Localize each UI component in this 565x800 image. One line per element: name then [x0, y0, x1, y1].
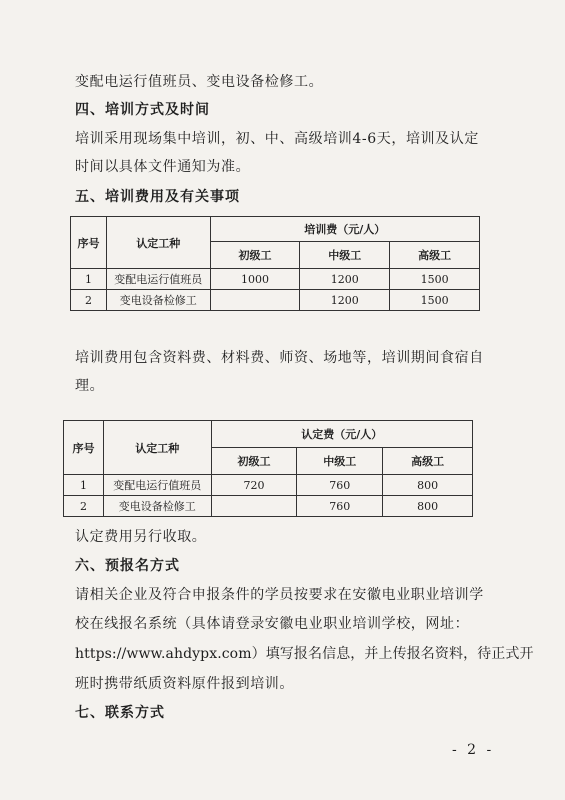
cell-seq: 1: [71, 269, 107, 290]
header-middle: 中级工: [297, 448, 383, 475]
fee-paragraph-line: 培训费用包含资料费、材料费、师资、场地等，培训期间食宿自: [75, 350, 484, 366]
header-type: 认定工种: [106, 217, 210, 269]
section-4-paragraph-line: 时间以具体文件通知为准。: [75, 159, 251, 175]
cell-type: 变电设备检修工: [106, 290, 210, 311]
text-line: 变配电运行值班员、变电设备检修工。: [75, 74, 324, 90]
header-seq: 序号: [64, 421, 104, 475]
fee-paragraph-line: 理。: [75, 378, 105, 394]
cell-junior: 720: [211, 475, 297, 496]
table-row: [64, 475, 473, 496]
header-fee: 培训费（元/人）: [210, 217, 479, 242]
cert-note: 认定费用另行收取。: [75, 529, 207, 545]
certification-fee-table: [63, 420, 473, 517]
header-seq: 序号: [71, 217, 107, 269]
section-7-heading: 七、联系方式: [75, 705, 165, 721]
cell-senior: 1500: [390, 269, 480, 290]
cell-type: 变配电运行值班员: [103, 475, 211, 496]
cell-middle: 1200: [300, 269, 390, 290]
cell-seq: 1: [64, 475, 104, 496]
section-6-paragraph-line: 校在线报名系统（具体请登录安徽电业职业培训学校，网址：: [75, 616, 470, 632]
cell-junior: [210, 290, 300, 311]
cell-middle: 1200: [300, 290, 390, 311]
cell-type: 变电设备检修工: [103, 496, 211, 517]
table-row: [71, 290, 480, 311]
cell-junior: [211, 496, 297, 517]
cell-senior: 800: [383, 496, 473, 517]
header-fee: 认定费（元/人）: [211, 421, 472, 448]
section-4-paragraph-line: 培训采用现场集中培训，初、中、高级培训4-6天，培训及认定: [75, 131, 479, 147]
section-5-heading: 五、培训费用及有关事项: [75, 189, 240, 205]
cell-middle: 760: [297, 475, 383, 496]
cell-junior: 1000: [210, 269, 300, 290]
header-middle: 中级工: [300, 242, 390, 269]
section-6-heading: 六、预报名方式: [75, 558, 180, 574]
header-junior: 初级工: [210, 242, 300, 269]
cell-middle: 760: [297, 496, 383, 517]
page-number: - 2 -: [452, 742, 495, 758]
header-senior: 高级工: [383, 448, 473, 475]
header-junior: 初级工: [211, 448, 297, 475]
section-4-heading: 四、培训方式及时间: [75, 102, 210, 118]
table-row: [64, 496, 473, 517]
section-6-paragraph-line: 班时携带纸质资料原件报到培训。: [75, 676, 294, 692]
cell-type: 变配电运行值班员: [106, 269, 210, 290]
section-6-paragraph-line: 请相关企业及符合申报条件的学员按要求在安徽电业职业培训学: [75, 587, 484, 603]
table-row: [71, 269, 480, 290]
cell-seq: 2: [71, 290, 107, 311]
cell-senior: 800: [383, 475, 473, 496]
header-type: 认定工种: [103, 421, 211, 475]
section-6-paragraph-line: https://www.ahdypx.com）填写报名信息，并上传报名资料，待正式开: [75, 646, 534, 662]
cell-seq: 2: [64, 496, 104, 517]
cell-senior: 1500: [390, 290, 480, 311]
header-senior: 高级工: [390, 242, 480, 269]
training-fee-table: [70, 216, 480, 311]
